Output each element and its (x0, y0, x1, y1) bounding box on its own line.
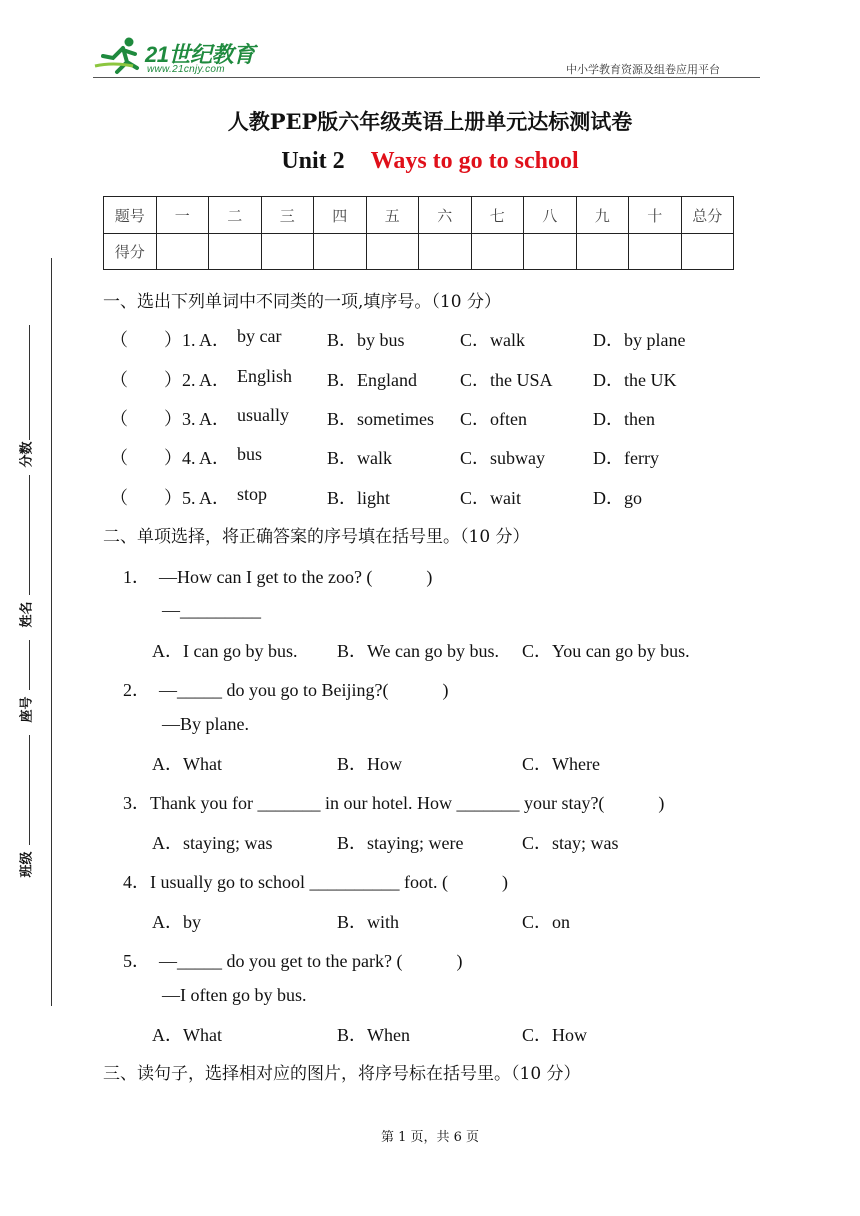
option-c: C．Where (522, 754, 600, 774)
option-c: C．on (522, 912, 571, 932)
side-label-class: 班级 (19, 851, 35, 878)
score-header-cell: 五 (366, 197, 419, 234)
score-header-cell: 题号 (104, 197, 157, 234)
option-c: C．wait (460, 488, 521, 508)
option-a: A．by (152, 912, 201, 932)
option-b: B．We can go by bus. (337, 641, 500, 661)
score-cell[interactable] (261, 234, 314, 270)
option-c: C．walk (460, 330, 525, 350)
section3-heading: 三、读句子，选择相对应的图片，将序号标在括号里。（10 分） (103, 1064, 581, 1084)
score-cell[interactable] (366, 234, 419, 270)
option-c: C．the USA (460, 370, 553, 390)
score-header-cell: 一 (156, 197, 209, 234)
option-a: stop (237, 484, 268, 504)
option-a: English (237, 366, 293, 386)
option-a: usually (237, 405, 289, 425)
option-c: C．You can go by bus. (522, 641, 690, 661)
question-number: 3. A． (182, 409, 231, 429)
score-header-cell: 十 (629, 197, 682, 234)
unit-topic: Ways to go to school (370, 148, 579, 174)
question-number: 5. A． (182, 488, 231, 508)
platform-tagline: 中小学教育资源及组卷应用平台 (566, 63, 720, 76)
score-cell[interactable] (209, 234, 262, 270)
option-c: C．often (460, 409, 527, 429)
question-number: 1. A． (182, 330, 231, 350)
unit-title (0, 148, 860, 175)
question-stem: 3．Thank you for _______ in our hotel. How _______ your stay?( ) (123, 793, 665, 813)
option-b: B．light (327, 488, 391, 508)
score-header-cell: 三 (261, 197, 314, 234)
option-b: B．When (337, 1025, 410, 1045)
logo-runner-icon (93, 36, 153, 78)
question-number: 2. A． (182, 370, 231, 390)
answer-paren[interactable]: （ ） (110, 488, 182, 508)
score-cell[interactable] (576, 234, 629, 270)
option-d: D．the UK (593, 370, 677, 390)
score-header-cell: 六 (419, 197, 472, 234)
score-cell[interactable] (419, 234, 472, 270)
option-c: C．stay; was (522, 833, 619, 853)
name-blank[interactable] (29, 475, 30, 595)
question-stem: 1． —How can I get to the zoo? ( ) (123, 567, 433, 587)
score-header-cell: 二 (209, 197, 262, 234)
answer-paren[interactable]: （ ） (110, 409, 182, 429)
score-header-cell: 七 (471, 197, 524, 234)
section2-heading: 二、单项选择，将正确答案的序号填在括号里。（10 分） (103, 527, 530, 547)
score-header-cell: 总分 (681, 197, 734, 234)
option-b: B．How (337, 754, 403, 774)
score-table-header-row (104, 197, 734, 234)
score-table (103, 196, 734, 270)
option-c: C．How (522, 1025, 588, 1045)
score-row-label: 得分 (104, 234, 157, 270)
class-blank[interactable] (29, 735, 30, 845)
option-a: A．staying; was (152, 833, 273, 853)
option-b: B．England (327, 370, 417, 390)
score-cell[interactable] (156, 234, 209, 270)
answer-line[interactable]: —_________ (162, 600, 261, 620)
option-c: C．subway (460, 448, 545, 468)
page-title: 人教PEP版六年级英语上册单元达标测试卷 (227, 109, 633, 134)
answer-paren[interactable]: （ ） (110, 330, 182, 350)
binding-line (51, 258, 52, 1006)
section1-heading: 一、选出下列单词中不同类的一项,填序号。（10 分） (103, 292, 501, 312)
score-header-cell: 四 (314, 197, 367, 234)
answer-line: —By plane. (162, 714, 249, 734)
score-blank[interactable] (29, 325, 30, 440)
option-b: B．with (337, 912, 400, 932)
page-footer: 第 1 页，共 6 页 (380, 1130, 480, 1145)
question-number: 4. A． (182, 448, 231, 468)
side-label-score: 分数 (19, 441, 35, 468)
score-header-cell: 九 (576, 197, 629, 234)
side-label-name: 姓名 (19, 601, 35, 628)
option-d: D．then (593, 409, 655, 429)
option-a: by car (237, 326, 282, 346)
score-table-score-row (104, 234, 734, 270)
option-d: D．by plane (593, 330, 686, 350)
unit-number: Unit 2 (281, 148, 345, 174)
score-cell[interactable] (524, 234, 577, 270)
score-cell[interactable] (471, 234, 524, 270)
option-a: A．I can go by bus. (152, 641, 298, 661)
score-cell[interactable] (314, 234, 367, 270)
option-b: B．by bus (327, 330, 405, 350)
option-a: A．What (152, 1025, 222, 1045)
option-d: D．ferry (593, 448, 659, 468)
logo-url: www.21cnjy.com (147, 64, 225, 75)
seat-blank[interactable] (29, 640, 30, 690)
question-stem: 5． —_____ do you get to the park? ( ) (123, 951, 463, 971)
option-a: bus (237, 444, 263, 464)
question-stem: 4．I usually go to school __________ foot. ( ) (123, 872, 508, 892)
option-a: A．What (152, 754, 222, 774)
answer-paren[interactable]: （ ） (110, 448, 182, 468)
option-b: B．sometimes (327, 409, 434, 429)
score-cell[interactable] (629, 234, 682, 270)
answer-line: —I often go by bus. (162, 985, 307, 1005)
header-divider (93, 77, 760, 78)
option-b: B．walk (327, 448, 392, 468)
side-label-seat: 座号 (19, 696, 35, 723)
score-cell[interactable] (681, 234, 734, 270)
option-d: D．go (593, 488, 642, 508)
answer-paren[interactable]: （ ） (110, 370, 182, 390)
logo-text: 21世纪教育 (145, 42, 255, 67)
option-b: B．staying; were (337, 833, 464, 853)
question-stem: 2． —_____ do you go to Beijing?( ) (123, 680, 449, 700)
score-header-cell: 八 (524, 197, 577, 234)
